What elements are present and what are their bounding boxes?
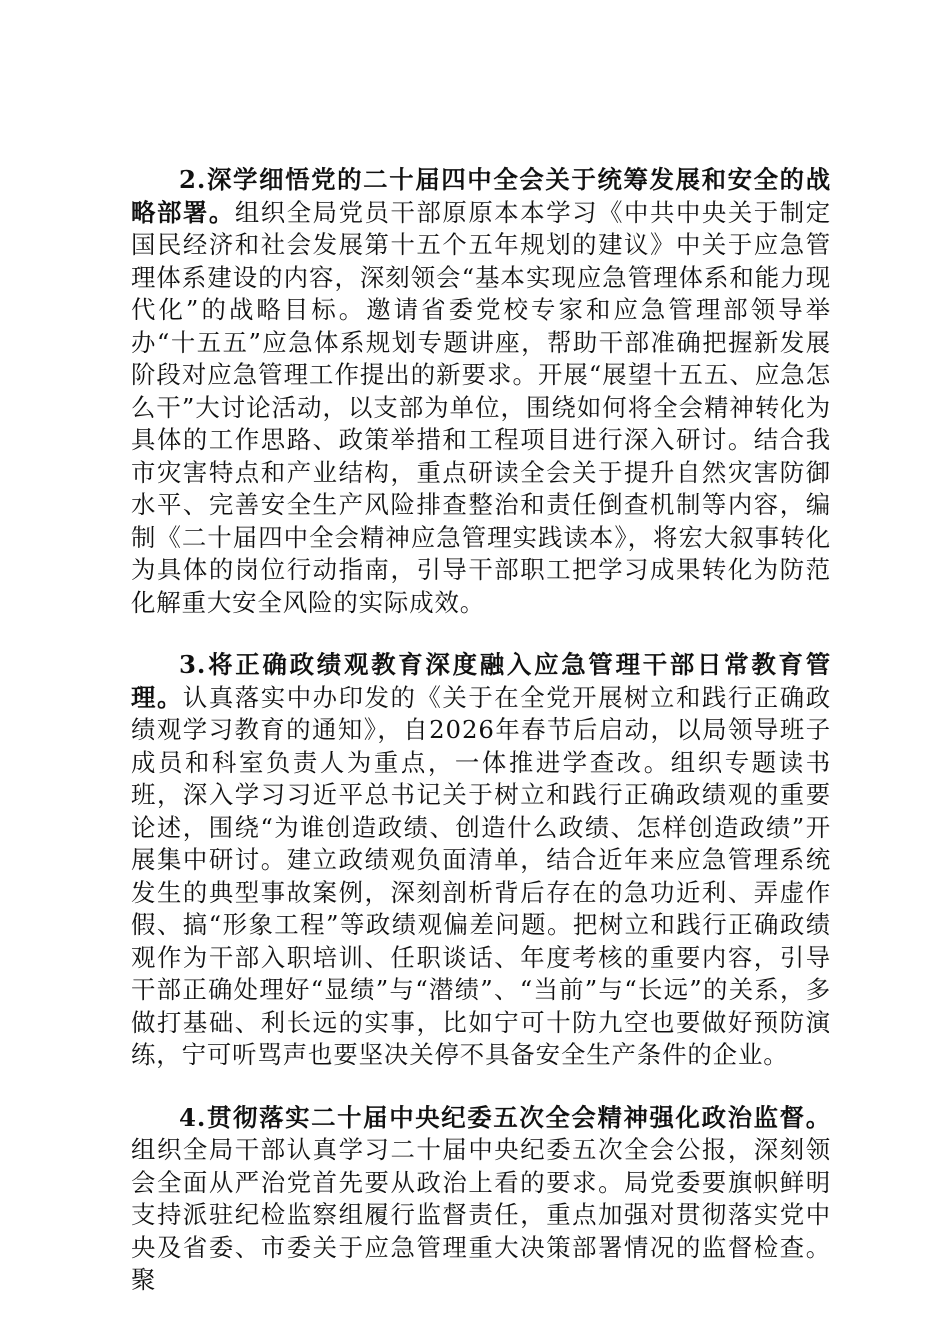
paragraph-2-heading: 2.深学细悟党的二十届四中全会关于统筹发展和安全的战略部署。 (131, 165, 831, 227)
paragraph-3-heading: 3.将正确政绩观教育深度融入应急管理干部日常教育管理。 (131, 650, 831, 712)
document-body (131, 164, 831, 1297)
paragraph-4-text: 组织全局干部认真学习二十届中央纪委五次全会公报，深刻领会全面从严治党首先要从政治上看的要求。局党委要旗帜鲜明支持派驻纪检监察组履行监督责任，重点加强对贯彻落实党中央及省委、市委关于应急管理重大决策部署情况的监督检查。聚 (131, 1135, 831, 1294)
paragraph-2 (131, 164, 831, 619)
paragraph-3 (131, 649, 831, 1072)
paragraph-4-heading: 4.贯彻落实二十届中央纪委五次全会精神强化政治监督。 (179, 1102, 831, 1132)
paragraph-3-text: 认真落实中办印发的《关于在全党开展树立和践行正确政绩观学习教育的通知》，自2026年春节后启动，以局领导班子成员和科室负责人为重点，一体推进学查改。组织专题读书班，深入学习习近平总书记关于树立和践行正确政绩观的重要论述，围绕“为谁创造政绩、创造什么政绩、怎样创造政绩”开展集中研讨。建立政绩观负面清单，结合近年来应急管理系统发生的典型事故案例，深刻剖析背后存在的急功近利、弄虚作假、搞“形象工程”等政绩观偏差问题。把树立和践行正确政绩观作为干部入职培训、任职谈话、年度考核的重要内容，引导干部正确处理好“显绩”与“潜绩”、“当前”与“长远”的关系，多做打基础、利长远的实事，比如宁可十防九空也要做好预防演练，宁可听骂声也要坚决关停不具备安全生产条件的企业。 (131, 682, 831, 1069)
paragraph-4 (131, 1102, 831, 1297)
paragraph-2-text: 组织全局党员干部原原本本学习《中共中央关于制定国民经济和社会发展第十五个五年规划的建议》中关于应急管理体系建设的内容，深刻领会“基本实现应急管理体系和能力现代化”的战略目标。邀请省委党校专家和应急管理部领导举办“十五五”应急体系规划专题讲座，帮助干部准确把握新发展阶段对应急管理工作提出的新要求。开展“展望十五五、应急怎么干”大讨论活动，以支部为单位，围绕如何将全会精神转化为具体的工作思路、政策举措和工程项目进行深入研讨。结合我市灾害特点和产业结构，重点研读全会关于提升自然灾害防御水平、完善安全生产风险排查整治和责任倒查机制等内容，编制《二十届四中全会精神应急管理实践读本》，将宏大叙事转化为具体的岗位行动指南，引导干部职工把学习成果转化为防范化解重大安全风险的实际成效。 (131, 197, 832, 617)
